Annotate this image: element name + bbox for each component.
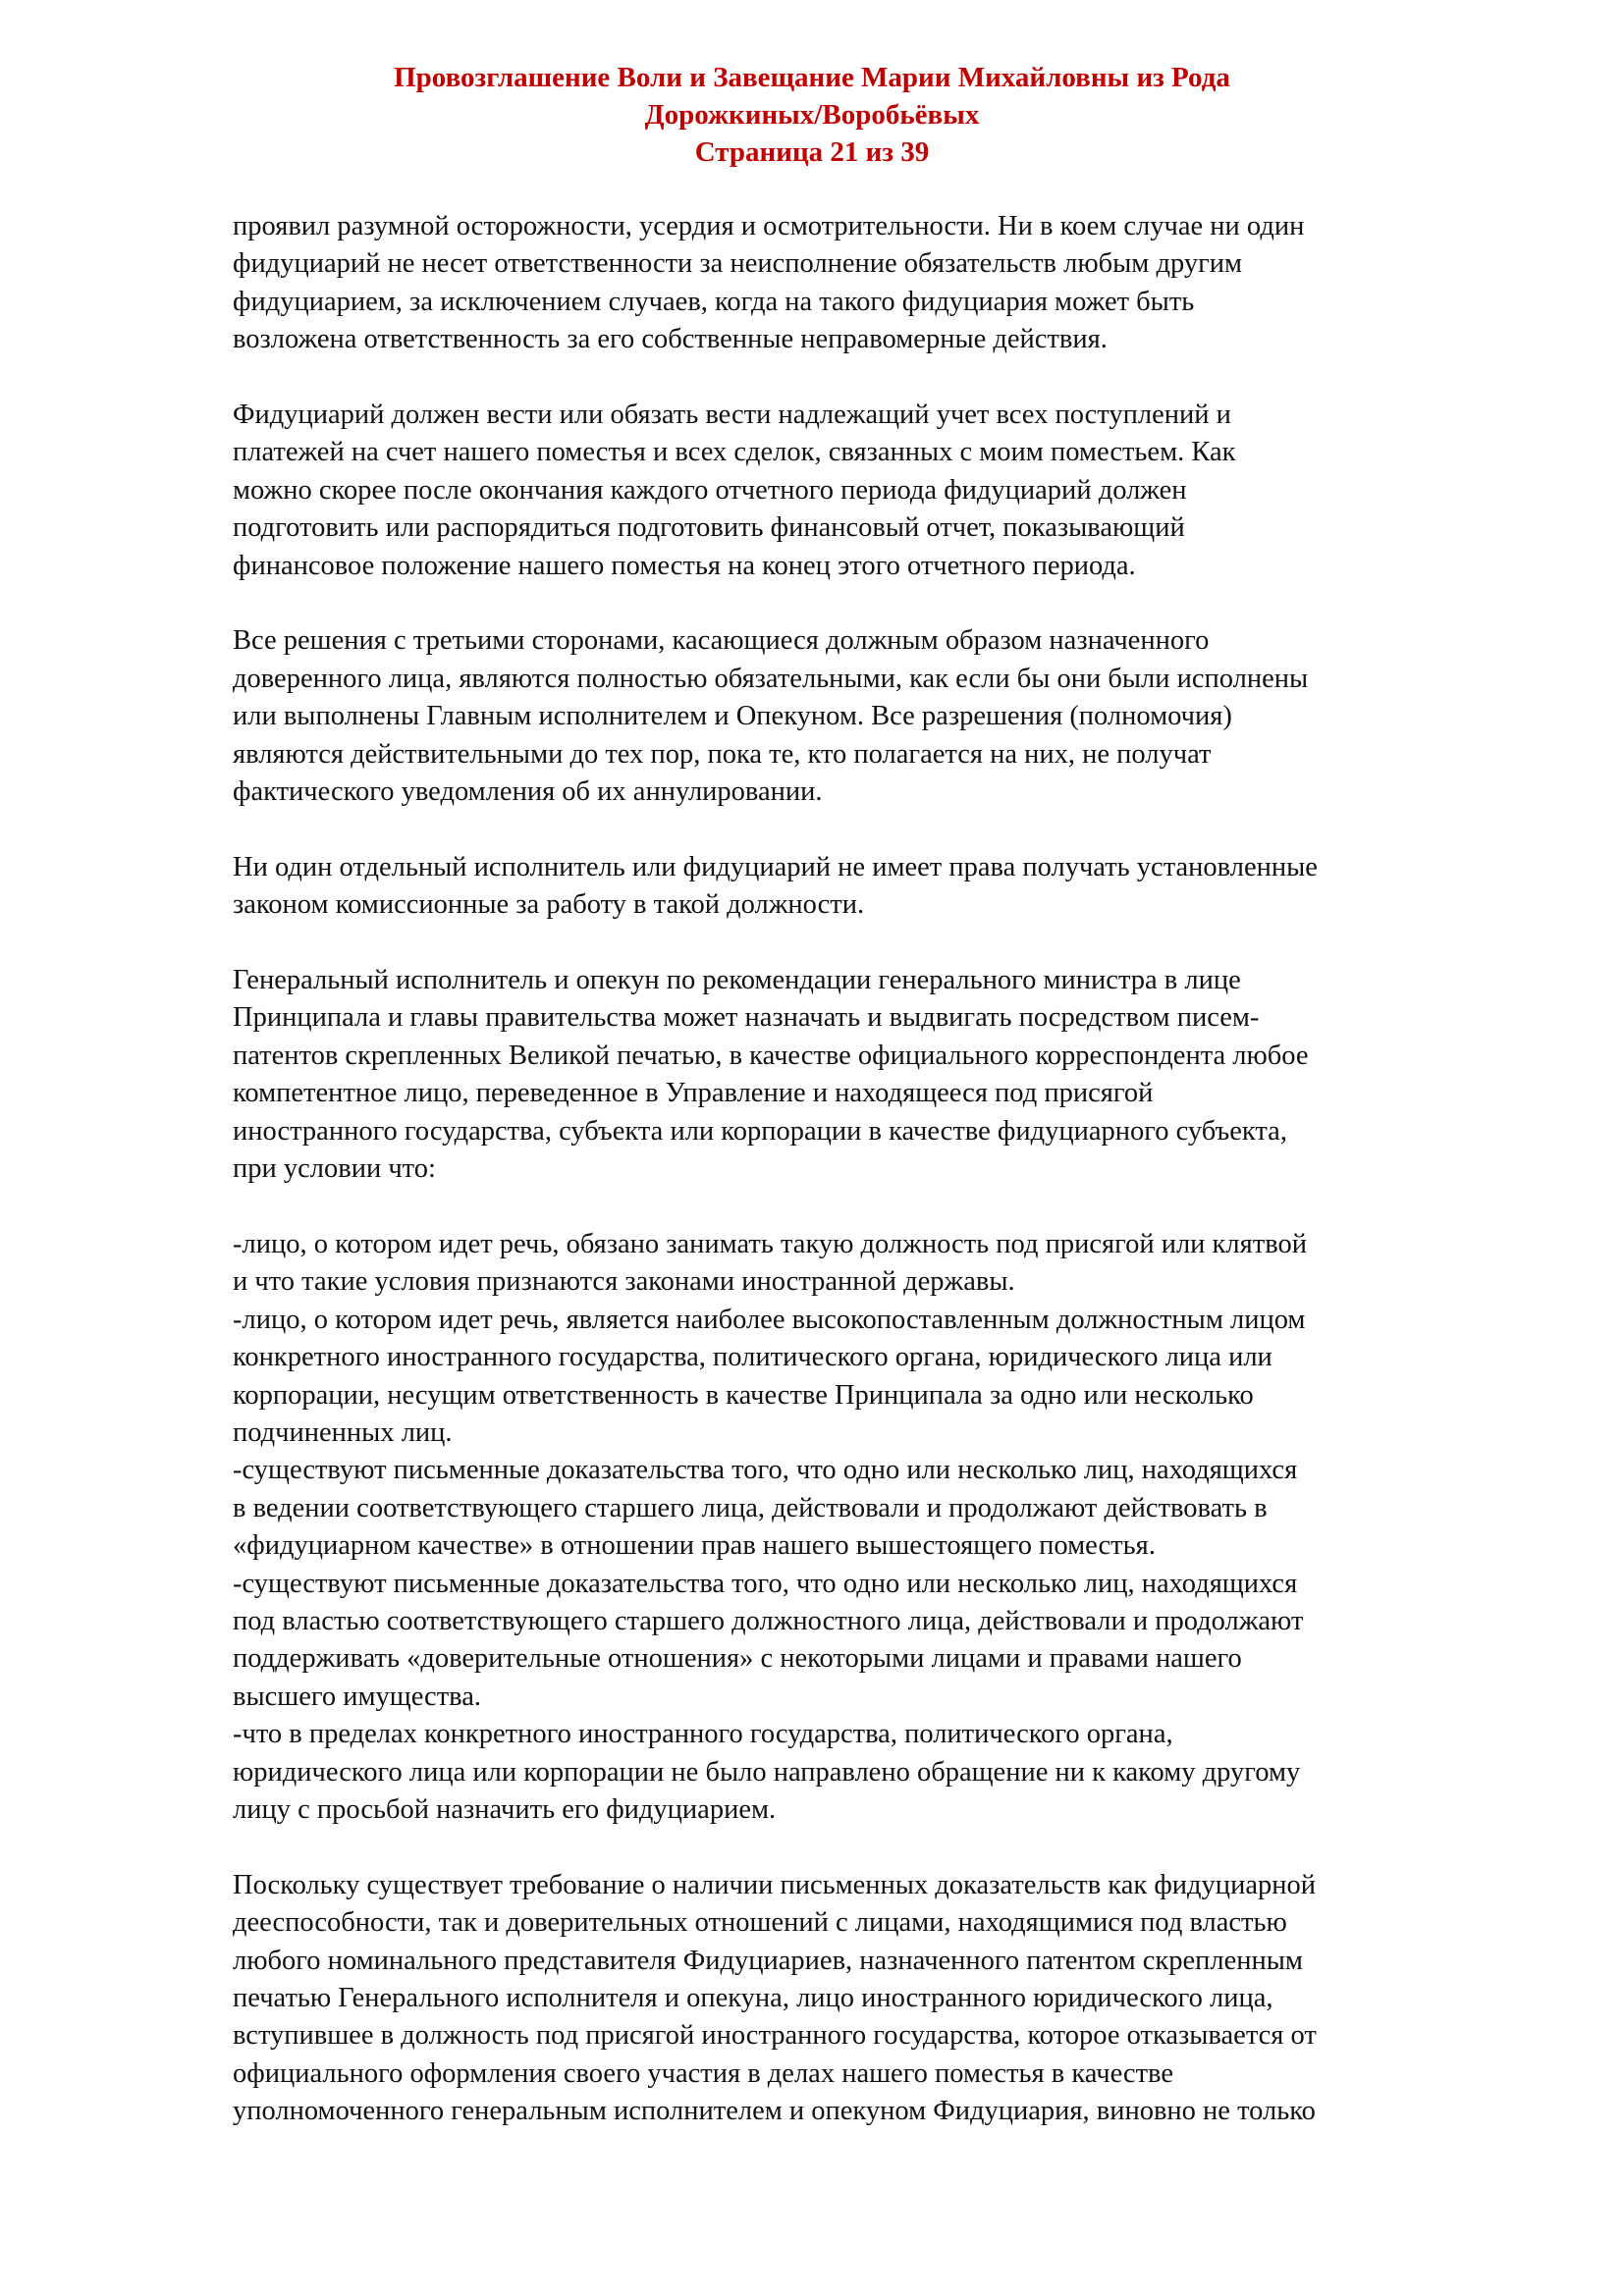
text-line: подготовить или распорядиться подготовить финансовый отчет, показывающий <box>233 512 1185 544</box>
list-item-line: конкретного иностранного государства, политического органа, юридического лица или <box>233 1342 1272 1373</box>
text-line: печатью Генерального исполнителя и опекуна, лицо иностранного юридического лица, <box>233 1983 1273 2013</box>
paragraph-accounting-records <box>233 397 1548 585</box>
text-line: возложена ответственность за его собственные неправомерные действия. <box>233 324 1108 355</box>
text-line: Ни один отдельный исполнитель или фидуциарий не имеет права получать установленные <box>233 851 1318 882</box>
list-item-line: и что такие условия признаются законами иностранной державы. <box>233 1266 1015 1298</box>
text-line: при условии что: <box>233 1153 436 1185</box>
text-line: Принципала и главы правительства может назначать и выдвигать посредством писем- <box>233 1002 1260 1034</box>
text-line: Генеральный исполнитель и опекун по рекомендации генерального министра в лице <box>233 965 1241 996</box>
text-line: Поскольку существует требование о наличии письменных доказательств как фидуциарной <box>233 1869 1316 1900</box>
list-item-line: подчиненных лиц. <box>233 1416 453 1448</box>
conditions-list <box>233 1226 1548 1830</box>
text-line: фидуциарием, за исключением случаев, когда на такого фидуциария может быть <box>233 286 1195 317</box>
document-body <box>233 208 1548 2131</box>
paragraph-appointment <box>233 962 1548 1188</box>
text-line: можно скорее после окончания каждого отчетного периода фидуциарий должен <box>233 474 1187 506</box>
text-line: иностранного государства, субъекта или корпорации в качестве фидуциарного субъекта, <box>233 1115 1287 1147</box>
text-line: или выполнены Главным исполнителем и Опекуном. Все разрешения (полномочия) <box>233 701 1232 732</box>
paragraph-commissions <box>233 849 1548 925</box>
list-item-line: юридического лица или корпорации не было направлено обращение ни к какому другому <box>233 1756 1301 1788</box>
text-line: законом комиссионные за работу в такой должности. <box>233 889 865 921</box>
text-line: доверенного лица, являются полностью обязательными, как если бы они были исполнены <box>233 663 1309 694</box>
document-title-line-1: Провозглашение Воли и Завещание Марии Михайловны из Рода <box>394 62 1230 93</box>
text-line: любого номинального представителя Фидуциариев, назначенного патентом скрепленным <box>233 1945 1303 1976</box>
list-item-line: корпорации, несущим ответственность в качестве Принципала за одно или несколько <box>233 1379 1254 1411</box>
text-line: платежей на счет нашего поместья и всех сделок, связанных с моим поместьем. Как <box>233 437 1236 468</box>
text-line: Фидуциарий должен вести или обязать вести надлежащий учет всех поступлений и <box>233 400 1231 431</box>
list-item-line: -лицо, о котором идет речь, является наиболее высокопоставленным должностным лицом <box>233 1304 1306 1335</box>
text-line: официального оформления своего участия в делах нашего поместья в качестве <box>233 2057 1173 2089</box>
list-item-line: -лицо, о котором идет речь, обязано занимать такую должность под присягой или клятвой <box>233 1228 1307 1259</box>
text-line: фидуциарий не несет ответственности за неисполнение обязательств любым другим <box>233 248 1243 280</box>
list-item-line: -существуют письменные доказательства того, что одно или несколько лиц, находящихся <box>233 1568 1298 1599</box>
text-line: финансовое положение нашего поместья на конец этого отчетного периода. <box>233 550 1136 581</box>
text-line: патентов скрепленных Великой печатью, в качестве официального корреспондента любое <box>233 1040 1309 1071</box>
paragraph-written-evidence <box>233 1867 1548 2131</box>
list-item-line: «фидуциарном качестве» в отношении прав нашего вышестоящего поместья. <box>233 1530 1156 1562</box>
list-item-line: в ведении соответствующего старшего лица, действовали и продолжают действовать в <box>233 1492 1268 1523</box>
list-item-line: лицу с просьбой назначить его фидуциарием. <box>233 1793 777 1825</box>
text-line: фактического уведомления об их аннулировании. <box>233 776 823 808</box>
paragraph-third-party-decisions <box>233 622 1548 811</box>
text-line: являются действительными до тех пор, пока те, кто полагается на них, не получат <box>233 738 1212 770</box>
document-header <box>0 59 1624 171</box>
text-line: Все решения с третьими сторонами, касающиеся должным образом назначенного <box>233 625 1210 657</box>
page-number-label: Страница 21 из 39 <box>694 136 930 168</box>
list-item-line: под властью соответствующего старшего должностного лица, действовали и продолжают <box>233 1605 1304 1636</box>
text-line: уполномоченного генеральным исполнителем и опекуном Фидуциария, виновно не только <box>233 2096 1316 2127</box>
paragraph-fiduciary-liability <box>233 208 1548 359</box>
list-item-line: -что в пределах конкретного иностранного государства, политического органа, <box>233 1719 1173 1750</box>
text-line: дееспособности, так и доверительных отношений с лицами, находящимися под властью <box>233 1907 1287 1939</box>
list-item-line: высшего имущества. <box>233 1681 482 1712</box>
text-line: компетентное лицо, переведенное в Управление и находящееся под присягой <box>233 1078 1154 1109</box>
list-item-line: поддерживать «доверительные отношения» с некоторыми лицами и правами нашего <box>233 1643 1242 1675</box>
text-line: проявил разумной осторожности, усердия и осмотрительности. Ни в коем случае ни один <box>233 211 1305 241</box>
text-line: вступившее в должность под присягой иностранного государства, которое отказывается от <box>233 2020 1317 2052</box>
document-title-line-2: Дорожкиных/Воробьёвых <box>644 99 980 131</box>
list-item-line: -существуют письменные доказательства того, что одно или несколько лиц, находящихся <box>233 1455 1298 1486</box>
